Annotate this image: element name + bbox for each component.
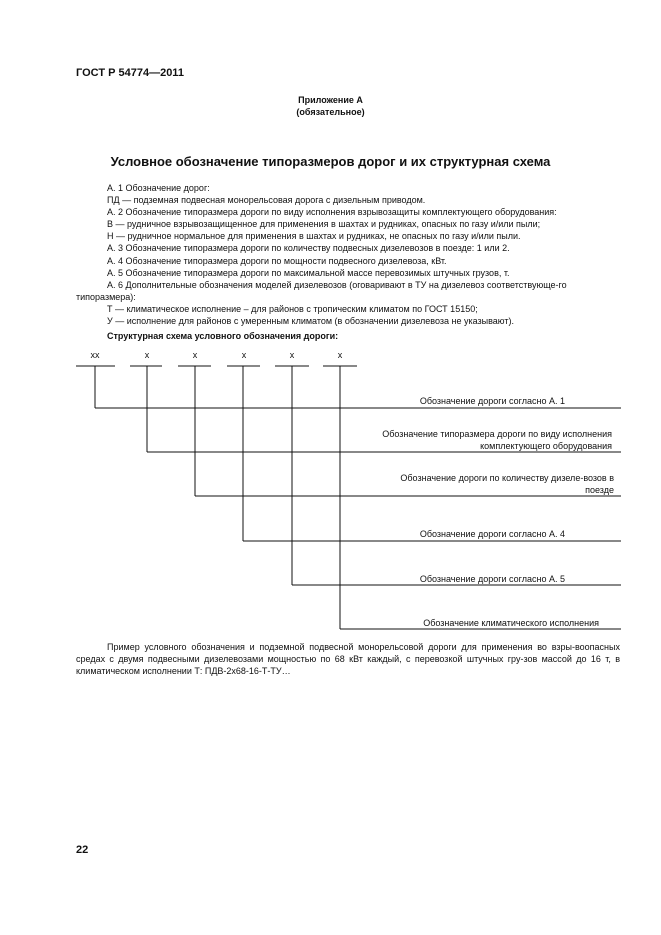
example-text: Пример условного обозначения и подземной подвесной монорельсовой дороги для применения во взры-воопасных средах с двумя подвесными дизелевозами мощностью по 68 кВт каждый, с перевозкой штучных гру-зов массой до 16 т, в климатическом исполнении Т: ПДВ-2х68-16-Т-ТУ…: [76, 642, 620, 677]
scheme-mark: х: [289, 350, 295, 360]
paragraph: А. 5 Обозначение типоразмера дороги по максимальной массе перевозимых штучных грузов, т.: [107, 267, 510, 278]
scheme-label: Обозначение дороги согласно А. 4: [419, 529, 565, 539]
scheme-subtitle: Структурная схема условного обозначения дороги:: [107, 331, 339, 341]
paragraph: В — рудничное взрывозащищенное для применения в шахтах и рудниках, опасных по газу и/или пыли;: [107, 219, 541, 230]
scheme-mark: х: [241, 350, 247, 360]
paragraph: А. 3 Обозначение типоразмера дороги по количеству подвесных дизелевозов в поезде: 1 или 2.: [107, 243, 510, 254]
scheme-label: Обозначение дороги согласно А. 1: [419, 396, 565, 406]
scheme-mark: х: [337, 350, 343, 360]
scheme-mark: х: [192, 350, 198, 360]
paragraph: У — исполнение для районов с умеренным климатом (в обозначении дизелевоза не указывают).: [107, 316, 514, 327]
appendix-status: (обязательное): [296, 107, 365, 117]
paragraph: А. 4 Обозначение типоразмера дороги по мощности подвесного дизелевоза, кВт.: [107, 255, 447, 266]
appendix-title: Приложение А: [298, 95, 363, 105]
scheme-label: Обозначение климатического исполнения: [423, 618, 599, 628]
scheme-label: Обозначение дороги по количеству дизеле-возов в поезде: [400, 473, 614, 495]
paragraph: А. 2 Обозначение типоразмера дороги по виду исполнения взрывозащиты комплектующего оборудования:: [107, 207, 557, 218]
paragraph: Т — климатическое исполнение – для районов с тропическим климатом по ГОСТ 15150;: [107, 303, 478, 314]
paragraph: А. 6 Дополнительные обозначения моделей дизелевозов (оговаривают в ТУ на дизелевоз соответствующе-го типоразмера):: [76, 279, 567, 302]
scheme-mark: х: [144, 350, 150, 360]
section-title: Условное обозначение типоразмеров дорог и их структурная схема: [110, 154, 551, 169]
scheme-mark: хх: [90, 350, 100, 360]
document-code: ГОСТ Р 54774—2011: [76, 67, 184, 79]
page-number: 22: [76, 844, 89, 856]
paragraph: ПД — подземная подвесная монорельсовая дорога с дизельным приводом.: [107, 195, 426, 206]
paragraph: А. 1 Обозначение дорог:: [107, 183, 210, 193]
paragraph: Н — рудничное нормальное для применения в шахтах и рудниках, не опасных по газу и/или пыли.: [107, 231, 521, 242]
example-paragraph: [76, 641, 620, 678]
scheme-label: Обозначение дороги согласно А. 5: [419, 574, 565, 584]
scheme-label: Обозначение типоразмера дороги по виду исполнения комплектующего оборудования: [382, 429, 612, 451]
